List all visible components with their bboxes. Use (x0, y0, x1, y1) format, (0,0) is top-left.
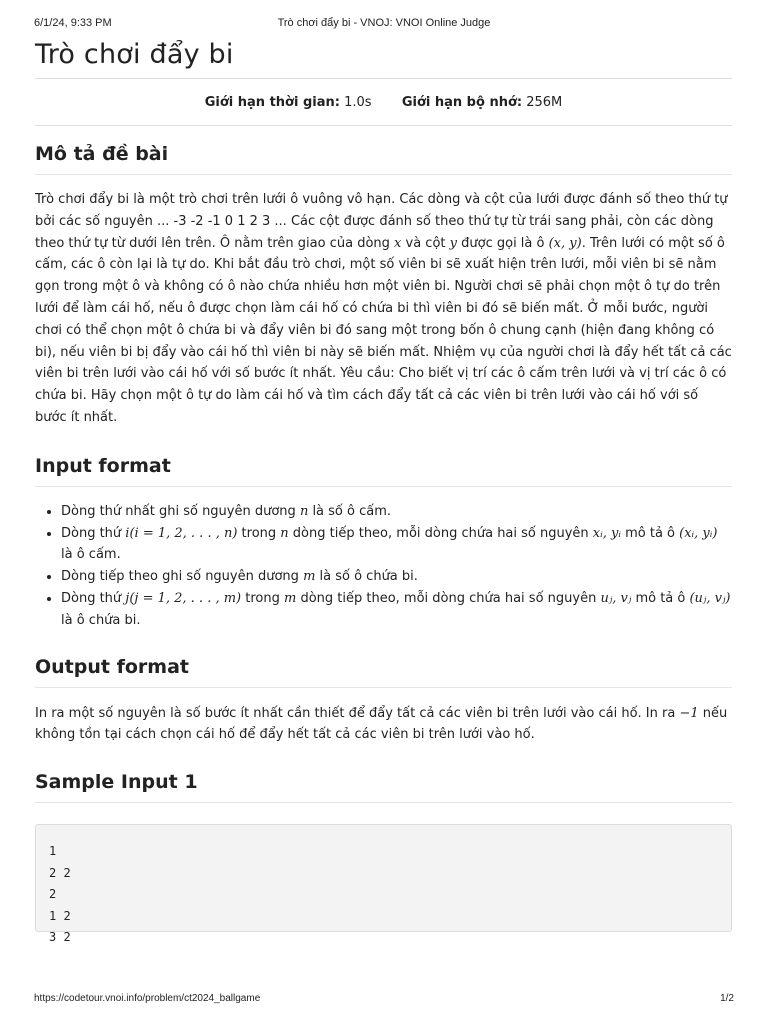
text-part: dòng tiếp theo, mỗi dòng chứa hai số nguyên (288, 525, 593, 541)
math-y: y (449, 235, 457, 251)
problem-content (35, 36, 732, 945)
output-format-heading: Output format (35, 654, 732, 688)
math-j-range: j(j = 1, 2, . . . , m) (125, 590, 242, 606)
math-n: n (299, 503, 309, 519)
print-doc-title: Trò chơi đẩy bi - VNOJ: VNOI Online Judge (277, 17, 491, 29)
text-part: trong (237, 525, 281, 541)
text-part: là số ô chứa bi. (315, 569, 418, 585)
description-text-part: . Trên lưới có một số ô cấm, các ô còn lại là tự do. Khi bắt đầu trò chơi, một số viên bi sẽ xuất hiện trên lưới, mỗi viên bi sẽ nằm gọn trong một ô và không có ô nào chứa nhiều hơn một viên bi. Người chơi sẽ phải chọn một ô tự do trên lưới để làm cái hố, nếu ô được chọn làm cái hố có chứa bi thì viên bi đó sẽ biến mất. Ở mỗi bước, người chơi có thể chọn một ô chứa bi và đẩy viên bi đó sang một trong bốn ô chung cạnh (hiện đang không có bi), nếu viên bi bị đẩy vào cái hố thì viên bi này sẽ biến mất. Nhiệm vụ của người chơi là đẩy hết tất cả các viên bi trên lưới vào cái hố với số bước ít nhất. Yêu cầu: Cho biết vị trí các ô cấm trên lưới và vị trí các ô có chứa bi. Hãy chọn một ô tự do làm cái hố và tìm cách đẩy tất cả các viên bi trên lưới vào cái hố với số bước ít nhất. (35, 235, 732, 425)
text-part: mô tả ô (631, 590, 690, 606)
text-part: là ô chứa bi. (61, 612, 141, 628)
text-part: là ô cấm. (61, 547, 121, 563)
math-m: m (284, 590, 297, 606)
math-cell-xi-yi: (xᵢ, yᵢ) (679, 525, 718, 541)
text-part: Dòng thứ (61, 590, 126, 606)
description-text-part: được gọi là ô (457, 235, 549, 251)
sample-input-box[interactable] (35, 824, 732, 945)
print-header (34, 17, 734, 31)
text-part: Dòng tiếp theo ghi số nguyên dương (61, 569, 304, 585)
output-format-text (35, 703, 732, 747)
text-part: là số ô cấm. (308, 503, 392, 519)
description-heading: Mô tả đề bài (35, 141, 732, 175)
text-part: In ra một số nguyên là số bước ít nhất cần thiết để đẩy tất cả các viên bi trên lưới vào cái hố. In ra (35, 705, 680, 721)
math-uj-vj: uⱼ, vⱼ (600, 590, 632, 606)
text-part: mô tả ô (620, 525, 680, 541)
text-part: nếu không tồn tại cách chọn cái hố để đẩy hết tất cả các viên bi trên lưới vào hố. (35, 705, 728, 743)
divider (35, 125, 732, 126)
problem-limits (35, 79, 732, 125)
time-limit-value: 1.0s (344, 95, 372, 110)
description-text (35, 189, 732, 429)
time-limit-label: Giới hạn thời gian: (204, 95, 340, 110)
list-item (61, 501, 732, 523)
math-minus-one: −1 (679, 705, 699, 721)
memory-limit-value: 256M (526, 95, 563, 110)
text-part: Dòng thứ nhất ghi số nguyên dương (61, 503, 300, 519)
print-url[interactable]: https://codetour.vnoi.info/problem/ct2024_ballgame (34, 993, 261, 1004)
math-i-range: i(i = 1, 2, . . . , n) (125, 525, 238, 541)
print-datetime: 6/1/24, 9:33 PM (34, 17, 112, 29)
description-text-part: Trò chơi đẩy bi là một trò chơi trên lưới ô vuông vô hạn. Các dòng và cột của lưới được đánh số theo thứ tự bởi các số nguyên ... -3 -2 -1 0 1 2 3 ... Các cột được đánh số theo thứ tự từ trái sang phải, còn các dòng theo thứ tự từ dưới lên trên. Ô nằm trên giao của dòng (35, 192, 728, 251)
math-xi-yi: xᵢ, yᵢ (592, 525, 621, 541)
input-format-heading: Input format (35, 453, 732, 487)
math-x: x (394, 235, 402, 251)
list-item (61, 523, 732, 567)
math-m: m (303, 569, 316, 585)
text-part: dòng tiếp theo, mỗi dòng chứa hai số nguyên (296, 590, 601, 606)
list-item (61, 588, 732, 632)
math-cell-uj-vj: (uⱼ, vⱼ) (689, 590, 731, 606)
sample-input-content: 1 2 2 2 1 2 3 2 (49, 844, 71, 945)
sample-input-heading: Sample Input 1 (35, 769, 732, 803)
print-page-number: 1/2 (720, 993, 734, 1004)
math-xy: (x, y) (548, 235, 582, 251)
description-text-part: và cột (401, 235, 450, 251)
print-footer (34, 993, 734, 1007)
problem-title: Trò chơi đẩy bi (35, 39, 234, 70)
memory-limit-label: Giới hạn bộ nhớ: (401, 95, 523, 110)
list-item (61, 566, 732, 588)
math-n: n (280, 525, 289, 541)
text-part: Dòng thứ (61, 525, 126, 541)
text-part: trong (241, 590, 284, 606)
input-format-list (35, 501, 732, 632)
